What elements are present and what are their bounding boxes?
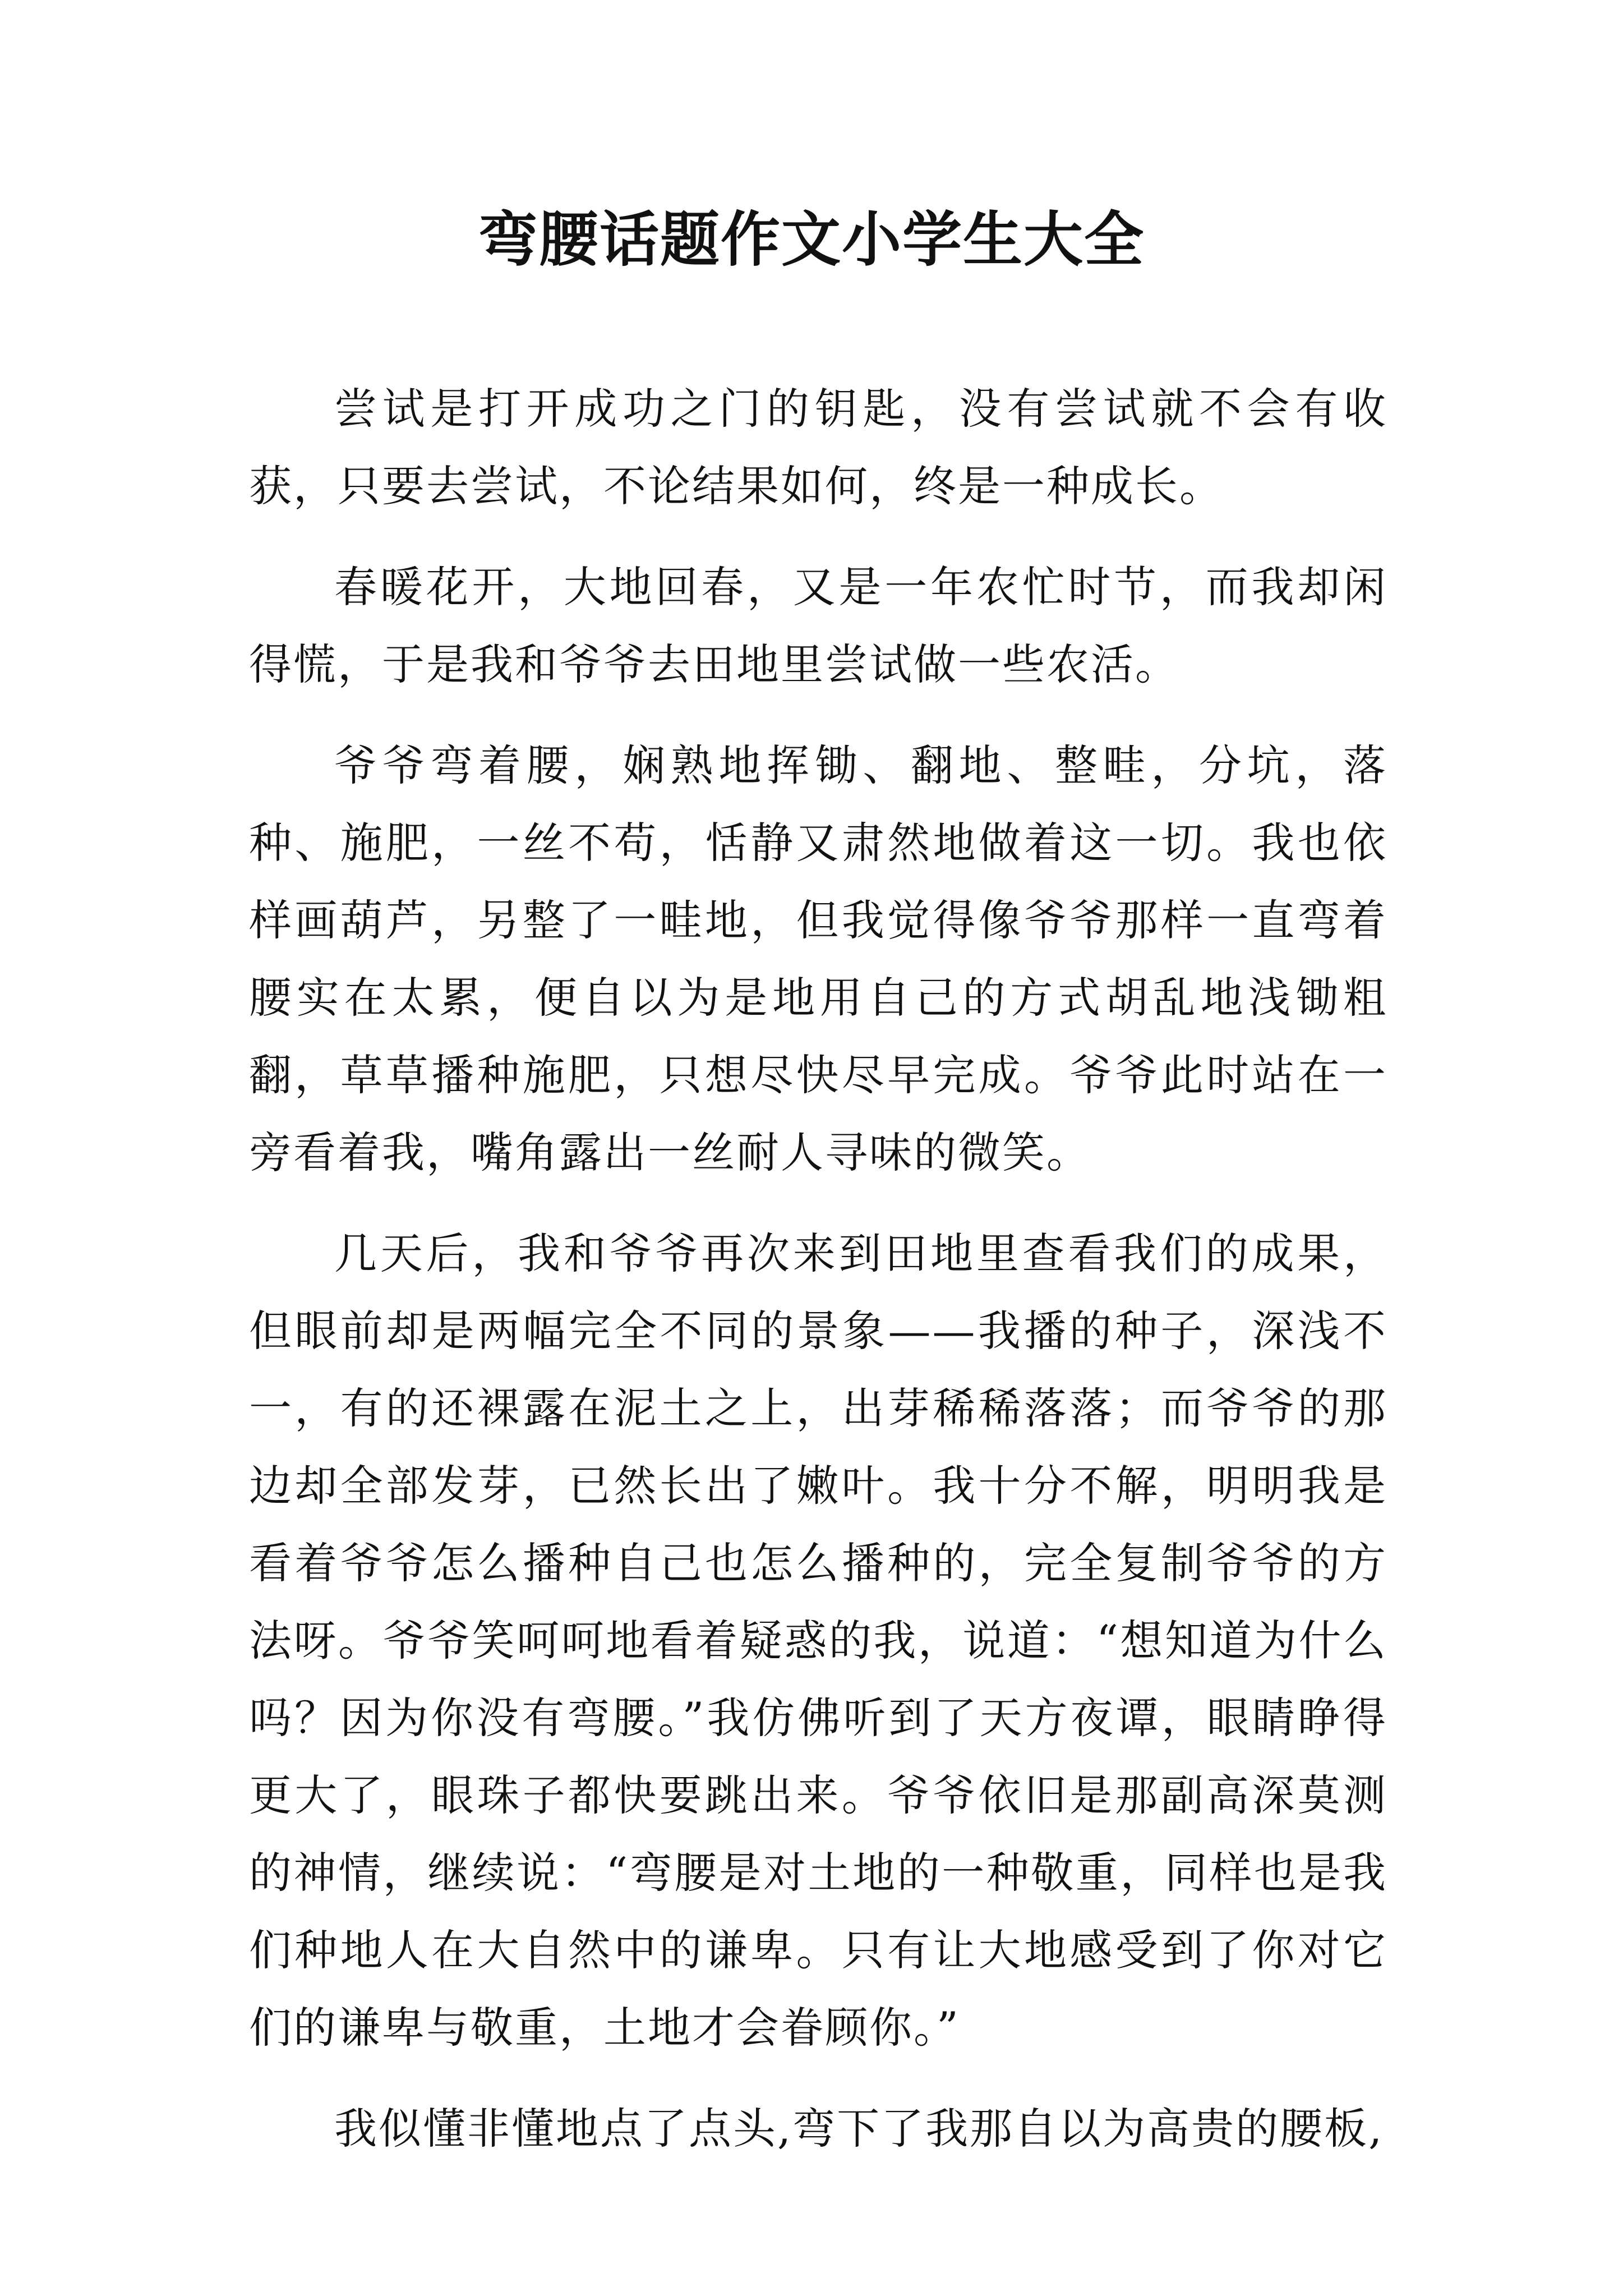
paragraph-2: 春暖花开，大地回春，又是一年农忙时节，而我却闲得慌，于是我和爷爷去田地里尝试做一些农活。 xyxy=(249,562,1387,689)
document-body xyxy=(249,370,1387,2191)
paragraph-4: 几天后，我和爷爷再次来到田地里查看我们的成果，但眼前却是两幅完全不同的景象——我播的种子，深浅不一，有的还裸露在泥土之上，出芽稀稀落落；而爷爷的那边却全部发芽，已然长出了嫩叶。我十分不解，明明我是看着爷爷怎么播种自己也怎么播种的，完全复制爷爷的方法呀。爷爷笑呵呵地看着疑惑的我，说道：“想知道为什么吗？因为你没有弯腰。”我仿佛听到了天方夜谭，眼睛睁得更大了，眼珠子都快要跳出来。爷爷依旧是那副高深莫测的神情，继续说：“弯腰是对土地的一种敬重，同样也是我们种地人在大自然中的谦卑。只有让大地感受到了你对它们的谦卑与敬重，土地才会眷顾你。” xyxy=(249,1228,1387,2053)
paragraph-1: 尝试是打开成功之门的钥匙，没有尝试就不会有收获，只要去尝试，不论结果如何，终是一种成长。 xyxy=(249,384,1387,511)
paragraph-5: 我似懂非懂地点了点头,弯下了我那自以为高贵的腰板, xyxy=(334,2104,1384,2154)
paragraph-3: 爷爷弯着腰，娴熟地挥锄、翻地、整畦，分坑，落种、施肥，一丝不苟，恬静又肃然地做着这一切。我也依样画葫芦，另整了一畦地，但我觉得像爷爷那样一直弯着腰实在太累，便自以为是地用自己的方式胡乱地浅锄粗翻，草草播种施肥，只想尽快尽早完成。爷爷此时站在一旁看着我，嘴角露出一丝耐人寻味的微笑。 xyxy=(249,740,1387,1177)
document-title: 弯腰话题作文小学生大全 xyxy=(478,204,1145,274)
